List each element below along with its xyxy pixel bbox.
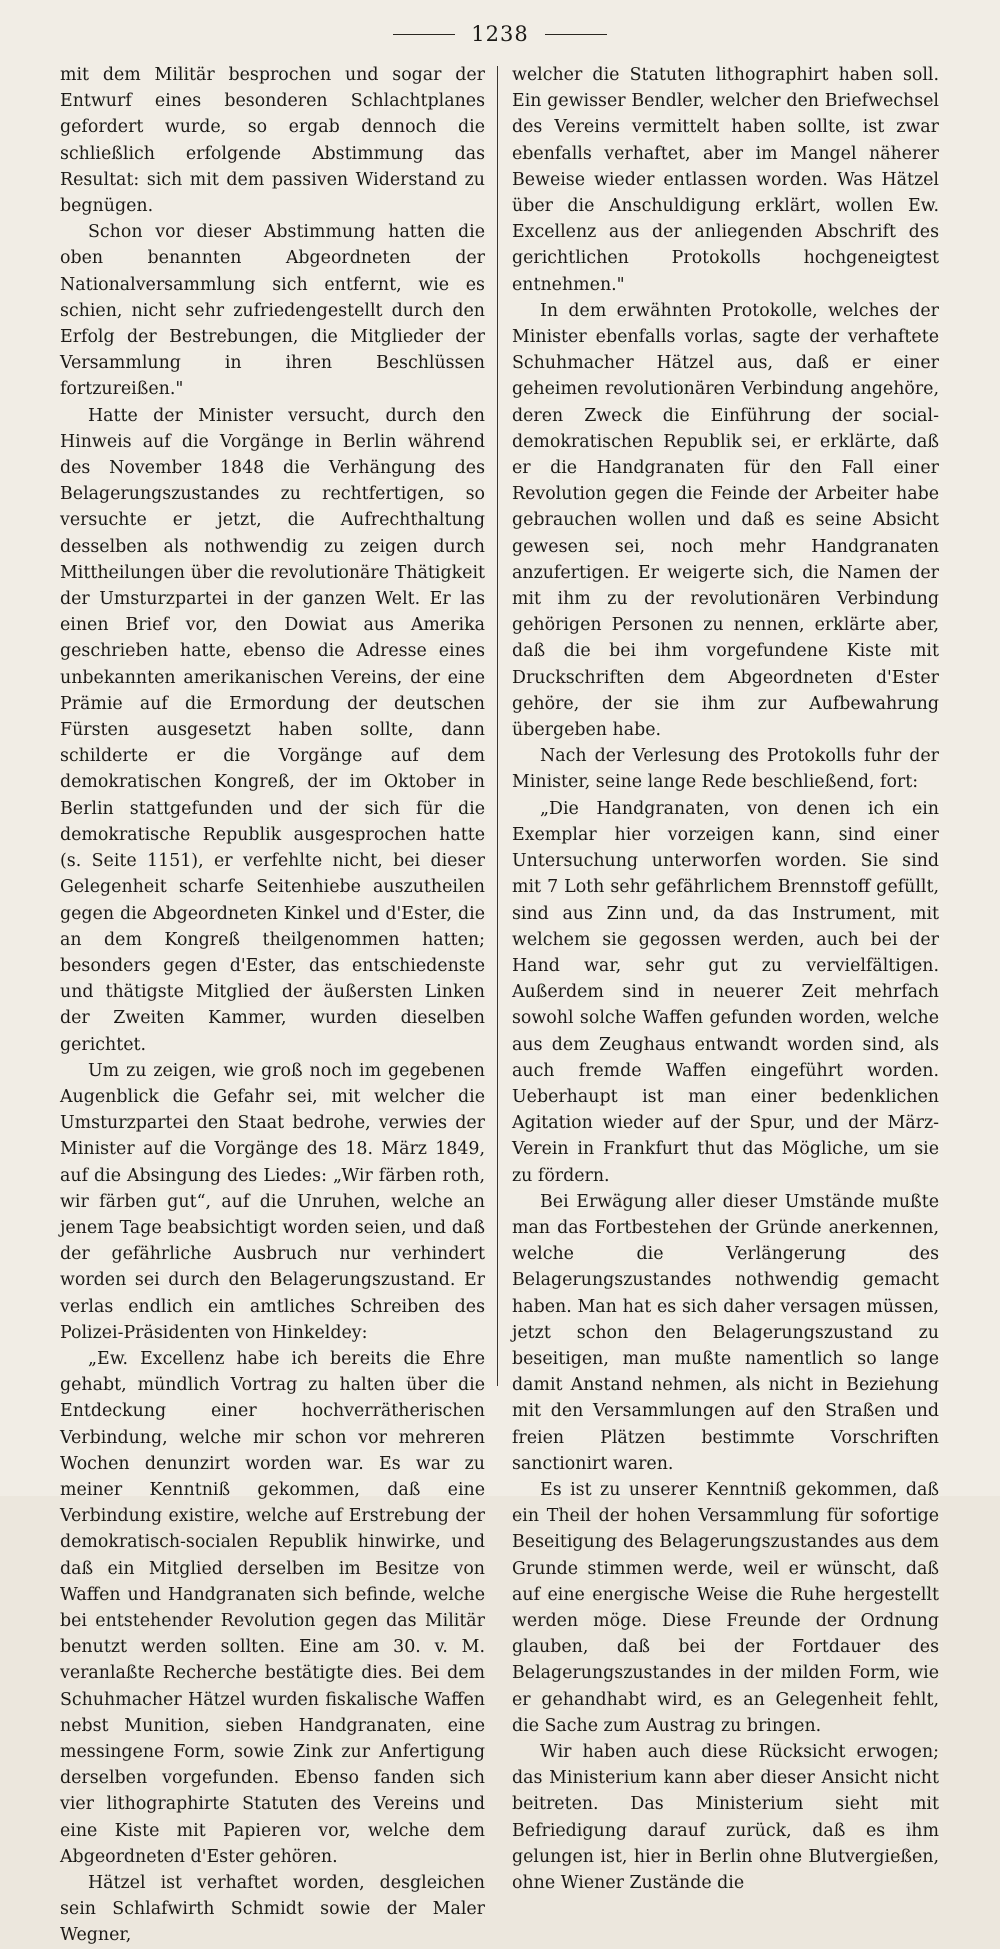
paragraph: Hatte der Minister versucht, durch den Hinweis auf die Vorgänge in Berlin während des November 1848 die Verhängung des Belagerungszustandes zu rechtfertigen, so versuchte er jetzt, die Aufrechthaltung desselben als nothwendig zu zeigen durch Mittheilungen über die revolutionäre Thätigkeit der Umsturzpartei in der ganzen Welt. Er las einen Brief vor, den Dowiat aus Amerika geschrieben hatte, ebenso die Adresse eines unbekannten amerikanischen Vereins, der eine Prämie auf die Ermordung der deutschen Fürsten ausgesetzt haben sollte, dann schilderte er die Vorgänge auf dem demokratischen Kongreß, der im Oktober in Berlin stattgefunden und der sich für die demokratische Republik ausgesprochen hatte (s. Seite 1151), er verfehlte nicht, bei dieser Gelegenheit scharfe Seitenhiebe auszutheilen gegen die Abgeordneten Kinkel und d'Ester, die an dem Kongreß theilgenommen hatten; besonders gegen d'Ester, das entschiedenste und thätigste Mitglied der äußersten Linken der Zweiten Kammer, wurden dieselben gerichtet.: [60, 405, 485, 1055]
column-divider: [497, 66, 498, 1386]
quoted-speech: „Die Handgranaten, von denen ich ein Exemplar hier vorzeigen kann, sind einer Untersuchung unterworfen worden. Sie sind mit 7 Loth sehr gefährlichem Brennstoff gefüllt, sind aus Zinn und, da das Instrument, mit welchem sie gegossen werden, auch bei der Hand war, sehr gut zu vervielfältigen. Außerdem sind in neuerer Zeit mehrfach sowohl solche Waffen gefunden worden, welche aus dem Zeughaus entwandt worden sind, als auch fremde Waffen eingeführt worden. Ueberhaupt ist man einer bedenklichen Agitation wieder auf der Spur, und der März-Verein in Frankfurt thut das Mögliche, um sie zu fördern.: [512, 798, 939, 1186]
page-header: [0, 22, 1000, 46]
paragraph: Um zu zeigen, wie groß noch im gegebenen Augenblick die Gefahr sei, mit welcher die Umsturzpartei den Staat bedrohe, verwies der Minister auf die Vorgänge des 18. März 1849, auf die Absingung des Liedes: „Wir färben roth, wir färben gut“, auf die Unruhen, welche an jenem Tage beabsichtigt worden seien, und daß der gefährliche Ausbruch nur verhindert worden sei durch den Belagerungszustand. Er verlas endlich ein amtliches Schreiben des Polizei-Präsidenten von Hinkeldey:: [60, 1060, 485, 1343]
quoted-letter: „Ew. Excellenz habe ich bereits die Ehre gehabt, mündlich Vortrag zu halten über die Entdeckung einer hochverrätherischen Verbindung, welche mir schon vor mehreren Wochen denunzirt worden war. Es war zu meiner Kenntniß gekommen, daß eine Verbindung existire, welche auf Erstrebung der demokratisch-socialen Republik hinwirke, und daß ein Mitglied derselben im Besitze von Waffen und Handgranaten sich befinde, welche bei entstehender Revolution gegen das Militär benutzt werden sollten. Eine am 30. v. M. veranlaßte Recherche bestätigte dies. Bei dem Schuhmacher Hätzel wurden fiskalische Waffen nebst Munition, sieben Handgranaten, eine messingene Form, sowie Zink zur Anfertigung derselben vorgefunden. Ebenso fanden sich vier lithographirte Statuten des Vereins und eine Kiste mit Papieren vor, welche dem Abgeordneten d'Ester gehören.: [60, 1348, 485, 1867]
paragraph: Es ist zu unserer Kenntniß gekommen, daß ein Theil der hohen Versammlung für sofortige Beseitigung des Belagerungszustandes aus dem Grunde stimmen werde, weil er wünscht, daß auf eine energische Weise die Ruhe hergestellt werden möge. Diese Freunde der Ordnung glauben, daß bei der Fortdauer des Belagerungszustandes in der milden Form, wie er gehandhabt wird, es an Gelegenheit fehlt, die Sache zum Austrag zu bringen.: [512, 1479, 939, 1736]
left-column: [60, 62, 485, 1949]
paragraph: Wir haben auch diese Rücksicht erwogen; das Ministerium kann aber dieser Ansicht nicht beitreten. Das Ministerium sieht mit Befriedigung darauf zurück, daß es ihm gelungen ist, hier in Berlin ohne Blutvergießen, ohne Wiener Zustände die: [512, 1742, 939, 1894]
right-column: [512, 62, 939, 1896]
paragraph: Hätzel ist verhaftet worden, desgleichen sein Schlafwirth Schmidt sowie der Maler Wegner,: [60, 1873, 485, 1946]
paragraph: Bei Erwägung aller dieser Umstände mußte man das Fortbestehen der Gründe anerkennen, welche die Verlängerung des Belagerungszustandes nothwendig gemacht haben. Man hat es sich daher versagen müssen, jetzt schon den Belagerungszustand zu beseitigen, man mußte namentlich so lange damit Anstand nehmen, als nicht in Beziehung mit den Versammlungen auf den Straßen und freien Plätzen bestimmte Vorschriften sanctionirt waren.: [512, 1191, 939, 1474]
paragraph: Nach der Verlesung des Protokolls fuhr der Minister, seine lange Rede beschließend, fort:: [512, 746, 939, 793]
paragraph: In dem erwähnten Protokolle, welches der Minister ebenfalls vorlas, sagte der verhaftete Schuhmacher Hätzel aus, daß er einer geheimen revolutionären Verbindung angehöre, deren Zweck die Einführung der social-demokratischen Republik sei, er erklärte, daß er die Handgranaten für den Fall einer Revolution gegen die Feinde der Arbeiter habe gebrauchen wollen und daß es seine Absicht gewesen sei, noch mehr Handgranaten anzufertigen. Er weigerte sich, die Namen der mit ihm zu der revolutionären Verbindung gehörigen Personen zu nennen, erklärte aber, daß die bei ihm vorgefundene Kiste mit Druckschriften dem Abgeordneten d'Ester gehöre, der sie ihm zur Aufbewahrung übergeben habe.: [512, 300, 939, 741]
header-rule-left: [393, 34, 455, 35]
paragraph: mit dem Militär besprochen und sogar der Entwurf eines besonderen Schlachtplanes gefordert wurde, so ergab dennoch die schließlich erfolgende Abstimmung das Resultat: sich mit dem passiven Widerstand zu begnügen.: [60, 65, 485, 217]
header-rule-right: [545, 34, 607, 35]
paragraph: welcher die Statuten lithographirt haben soll. Ein gewisser Bendler, welcher den Briefwechsel des Vereins vermittelt haben sollte, ist zwar ebenfalls verhaftet, aber im Mangel näherer Beweise wieder entlassen worden. Was Hätzel über die Anschuldigung erklärt, wollen Ew. Excellenz aus der anliegenden Abschrift des gerichtlichen Protokolls hochgeneigtest entnehmen.": [512, 65, 939, 295]
paragraph: Schon vor dieser Abstimmung hatten die oben benannten Abgeordneten der Nationalversammlung sich entfernt, wie es schien, nicht sehr zufriedengestellt durch den Erfolg der Bestrebungen, die Mitglieder der Versammlung in ihren Beschlüssen fortzureißen.": [60, 222, 485, 400]
page-number: 1238: [471, 22, 529, 46]
